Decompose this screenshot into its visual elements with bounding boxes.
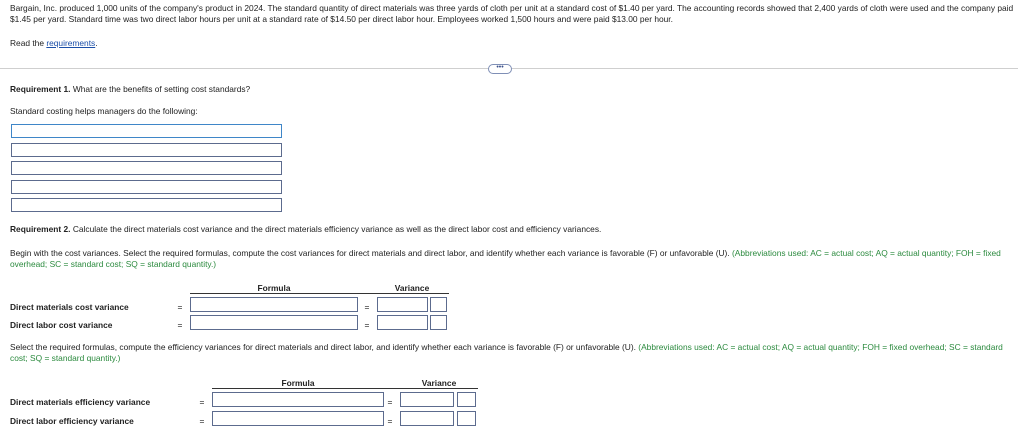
dm-cost-variance-label: Direct materials cost variance	[10, 302, 129, 312]
equals-sign: =	[199, 397, 205, 407]
requirement-2-label: Requirement 2.	[10, 224, 71, 234]
requirement-1-lead: Standard costing helps managers do the following:	[10, 106, 198, 116]
efficiency-abbreviations: (Abbreviations used: AC = actual cost; AQ = actual quantity; FOH = fixed overhead; SC = standard cost; SQ = standard quantity.)	[10, 342, 1003, 363]
benefit-input-2[interactable]	[11, 143, 282, 157]
efficiency-variance-instructions	[10, 342, 1016, 363]
read-suffix: .	[95, 38, 98, 48]
dm-efficiency-variance-fu-select[interactable]	[457, 392, 476, 407]
benefit-input-4[interactable]	[11, 180, 282, 194]
dl-efficiency-formula-select[interactable]	[212, 411, 384, 426]
cost-abbreviations: (Abbreviations used: AC = actual cost; AQ = actual quantity; FOH = fixed overhead; SC = standard cost; SQ = standard quantity.)	[10, 248, 1001, 269]
dm-cost-formula-select[interactable]	[190, 297, 358, 312]
equals-sign: =	[387, 416, 393, 426]
equals-sign: =	[387, 397, 393, 407]
benefit-input-1[interactable]	[11, 124, 282, 138]
equals-sign: =	[364, 302, 370, 312]
read-requirements-line	[10, 38, 98, 48]
requirement-1-text: What are the benefits of setting cost standards?	[70, 84, 251, 94]
expand-ellipsis-button[interactable]: •••	[488, 64, 512, 74]
benefit-input-3[interactable]	[11, 161, 282, 175]
equals-sign: =	[177, 302, 183, 312]
problem-statement: Bargain, Inc. produced 1,000 units of the company's product in 2024. The standard quantity of direct materials was three yards of cloth per unit at a standard cost of $1.40 per yard. The accounting records showed that 2,400 yards of cloth were used and the company paid $1.45 per yard. Standard time was two direct labor hours per unit at a standard rate of $14.50 per direct labor hour. Employees worked 1,500 hours and were paid $13.00 per hour.	[10, 3, 1014, 24]
equals-sign: =	[177, 320, 183, 330]
efficiency-formula-header: Formula	[281, 378, 315, 388]
dm-efficiency-formula-select[interactable]	[212, 392, 384, 407]
dl-cost-variance-label: Direct labor cost variance	[10, 320, 113, 330]
requirement-2-text: Calculate the direct materials cost variance and the direct materials efficiency variance as well as the direct labor cost and efficiency variances.	[70, 224, 602, 234]
dl-efficiency-variance-amount-input[interactable]	[400, 411, 454, 426]
equals-sign: =	[199, 416, 205, 426]
dl-cost-variance-amount-input[interactable]	[377, 315, 428, 330]
requirement-2-question	[10, 224, 601, 234]
dl-efficiency-variance-fu-select[interactable]	[457, 411, 476, 426]
efficiency-variance-header: Variance	[421, 378, 457, 388]
equals-sign: =	[364, 320, 370, 330]
cost-variance-instructions	[10, 248, 1016, 269]
efficiency-header-rule	[212, 388, 478, 389]
dm-cost-variance-amount-input[interactable]	[377, 297, 428, 312]
cost-instructions-text: Begin with the cost variances. Select the required formulas, compute the cost variances for direct materials and direct labor, and identify whether each variance is favorable (F) or unfavorable (U).	[10, 248, 730, 258]
benefit-input-5[interactable]	[11, 198, 282, 212]
dm-cost-variance-fu-select[interactable]	[430, 297, 447, 312]
read-prefix: Read the	[10, 38, 47, 48]
requirement-1-label: Requirement 1.	[10, 84, 71, 94]
efficiency-instructions-text: Select the required formulas, compute the efficiency variances for direct materials and direct labor, and identify whether each variance is favorable (F) or unfavorable (U).	[10, 342, 636, 352]
dm-efficiency-variance-amount-input[interactable]	[400, 392, 454, 407]
dl-cost-variance-fu-select[interactable]	[430, 315, 447, 330]
requirements-link[interactable]: requirements	[46, 38, 96, 48]
dl-cost-formula-select[interactable]	[190, 315, 358, 330]
requirement-1-question	[10, 84, 250, 94]
dl-efficiency-variance-label: Direct labor efficiency variance	[10, 416, 134, 426]
cost-formula-header: Formula	[257, 283, 291, 293]
dm-efficiency-variance-label: Direct materials efficiency variance	[10, 397, 151, 407]
cost-header-rule	[190, 293, 449, 294]
cost-variance-header: Variance	[394, 283, 430, 293]
